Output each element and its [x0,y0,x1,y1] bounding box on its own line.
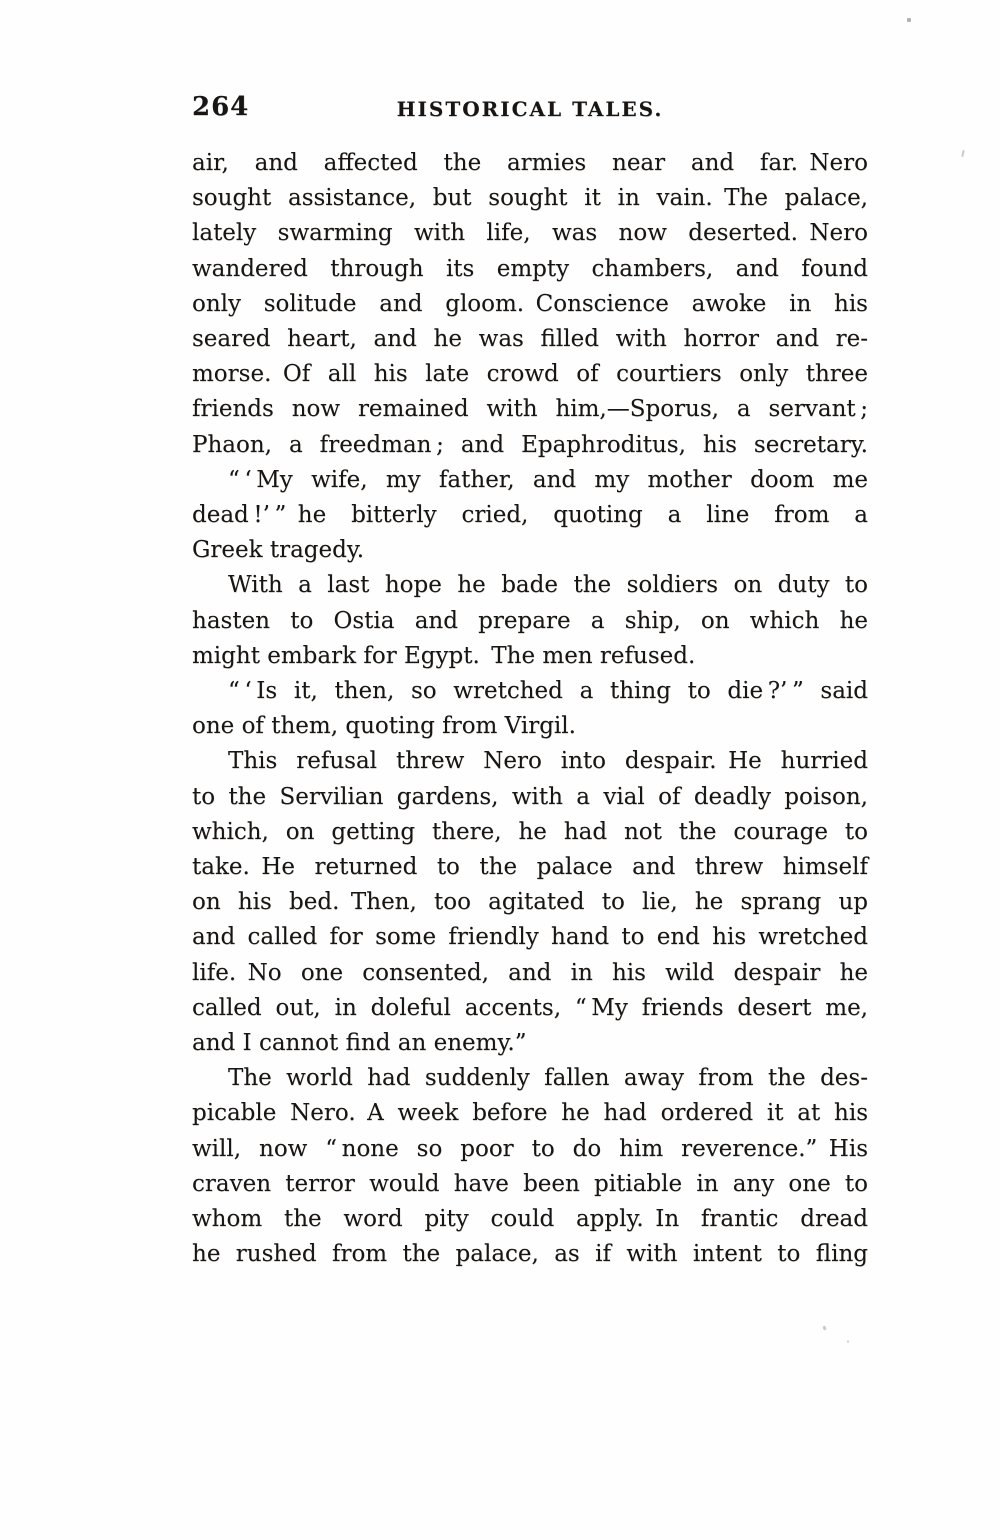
scan-speck [961,150,965,157]
page-header [192,94,868,128]
paragraph [192,568,868,674]
text-line: might embark for Egypt. The men refused. [192,642,696,669]
text-line: Phaon, a freedman ; and Epaphroditus, his secretary. [192,431,868,458]
text-line: “ ‘ Is it, then, so wretched a thing to die ?’ ” said [228,678,868,705]
scan-speck [847,1340,849,1343]
text-line: This refusal threw Nero into despair. He hurried [228,748,868,775]
text-line: only solitude and gloom. Conscience awoke in his [192,290,868,317]
text-line: wandered through its empty chambers, and found [192,255,868,282]
paragraph [192,744,868,1061]
text-line: friends now remained with him,—Sporus, a servant ; [192,396,868,423]
scan-speck [822,1326,826,1331]
text-line: on his bed. Then, too agitated to lie, he sprang up [192,889,868,916]
text-line: sought assistance, but sought it in vain. The palace, [192,185,868,212]
text-line: “ ‘ My wife, my father, and my mother doom me [228,466,868,493]
text-line: whom the word pity could apply. In frantic dread [192,1206,868,1233]
text-line: craven terror would have been pitiable in any one to [192,1170,868,1197]
text-line: life. No one consented, and in his wild despair he [192,959,868,986]
paragraph [192,1061,868,1272]
text-line: called out, in doleful accents, “ My friends desert me, [192,994,868,1021]
text-line: take. He returned to the palace and threw himself [192,854,868,881]
scan-speck [907,18,911,22]
text-line: and called for some friendly hand to end his wretched [192,924,868,951]
text-line: which, on getting there, he had not the courage to [192,818,868,845]
text-line: and I cannot find an enemy.” [192,1030,527,1057]
page-number: 264 [192,92,250,122]
text-line: lately swarming with life, was now deserted. Nero [192,220,868,247]
text-line: will, now “ none so poor to do him reverence.” His [192,1135,868,1162]
text-line: air, and affected the armies near and far. Nero [192,150,868,176]
text-line: seared heart, and he was filled with horror and re- [192,326,868,353]
text-line: morse. Of all his late crowd of courtiers only three [192,361,868,388]
paragraph [192,463,868,569]
page-body [192,146,868,1273]
text-line: With a last hope he bade the soldiers on duty to [228,572,868,599]
text-line: he rushed from the palace, as if with intent to fling [192,1241,868,1268]
text-line: Greek tragedy. [192,537,365,564]
text-line: to the Servilian gardens, with a vial of deadly poison, [192,783,868,810]
text-line: hasten to Ostia and prepare a ship, on which he [192,607,868,634]
text-line: picable Nero. A week before he had ordered it at his [192,1100,868,1127]
text-line: The world had suddenly fallen away from the des- [228,1065,868,1092]
paragraph [192,674,868,744]
running-title: HISTORICAL TALES. [396,97,664,121]
paragraph [192,146,868,463]
text-line: dead !’ ” he bitterly cried, quoting a line from a [192,502,868,529]
text-line: one of them, quoting from Virgil. [192,713,576,740]
